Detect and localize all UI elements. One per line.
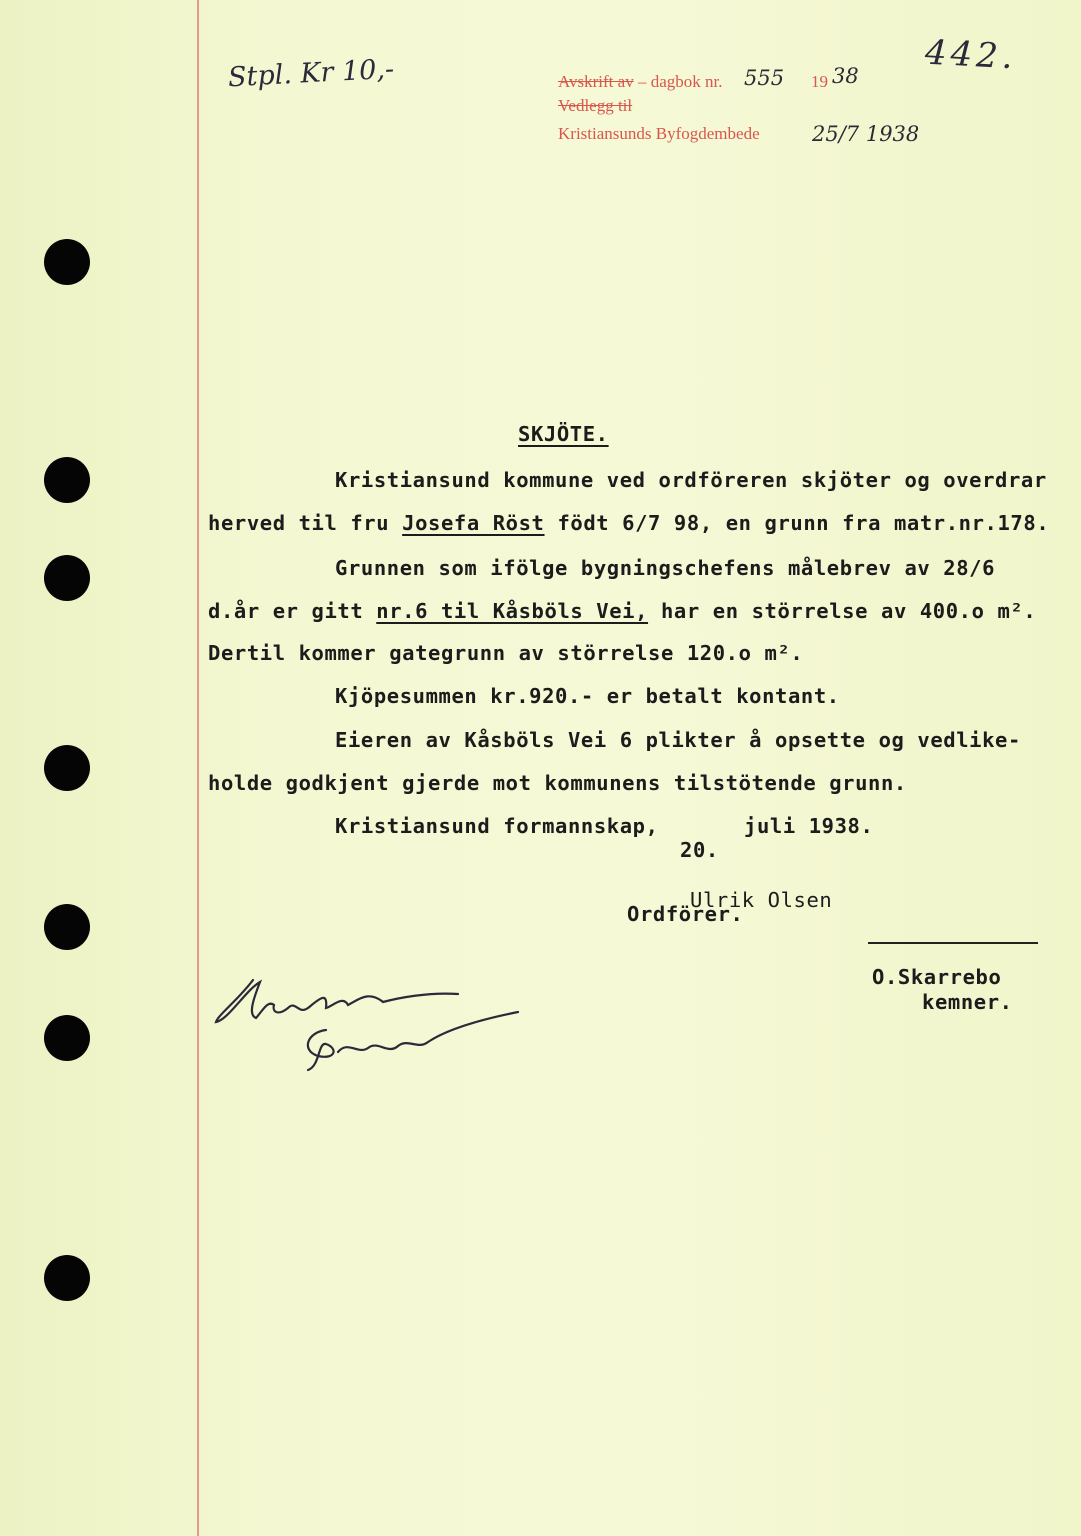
mayor-title: Ordförer. xyxy=(627,902,744,926)
grantee-name: Josefa Röst xyxy=(402,511,545,535)
stamp-year-prefix: 19 xyxy=(811,72,828,91)
document-title: SKJÖTE. xyxy=(518,422,609,446)
punch-hole xyxy=(44,904,90,950)
dagbok-number: 555 xyxy=(744,66,785,90)
handwritten-signature xyxy=(208,960,538,1090)
stamp-line-1 xyxy=(558,72,722,92)
body-line: Dertil kommer gategrunn av störrelse 120.o m². xyxy=(208,641,804,665)
body-line: Eieren av Kåsböls Vei 6 plikter å opsette og vedlike- xyxy=(335,728,1021,752)
signature-scrawl-icon xyxy=(208,960,538,1090)
place-line: Kristiansund formannskap, xyxy=(335,814,659,838)
stamp-dagbok-label: – dagbok nr. xyxy=(637,72,723,91)
body-line: Grunnen som ifölge bygningschefens målebrev av 28/6 xyxy=(335,556,996,580)
margin-rule xyxy=(197,0,199,1536)
folio-reference: Stpl. Kr 10,- xyxy=(227,53,395,94)
stamp-vedlegg: Vedlegg til xyxy=(558,96,633,115)
body-line: d.år er gitt nr.6 til Kåsböls Vei, har en störrelse av 400.o m². xyxy=(208,599,1037,623)
page-number: 442. xyxy=(924,32,1018,78)
punch-hole xyxy=(44,1015,90,1061)
day-of-month: 20. xyxy=(680,838,719,862)
punch-hole xyxy=(44,457,90,503)
stamp-year-suffix: 38 xyxy=(832,64,859,88)
mayor-name: Ulrik Olsen xyxy=(690,888,833,912)
month-year: juli 1938. xyxy=(744,814,874,838)
property-address: nr.6 til Kåsböls Vei, xyxy=(376,599,649,623)
body-line: Kjöpesummen kr.920.- er betalt kontant. xyxy=(335,684,840,708)
stamp-office: Kristiansunds Byfogdembede xyxy=(558,124,760,143)
stamp-line-2 xyxy=(558,96,632,116)
punch-hole xyxy=(44,1255,90,1301)
body-line: herved til fru Josefa Röst födt 6/7 98, en grunn fra matr.nr.178. xyxy=(208,511,1050,535)
punch-hole xyxy=(44,239,90,285)
stamp-avskrift: Avskrift av xyxy=(558,72,634,91)
punch-hole xyxy=(44,745,90,791)
body-line: holde godkjent gjerde mot kommunens tilstötende grunn. xyxy=(208,771,907,795)
stamp-date: 25/7 1938 xyxy=(812,122,920,146)
signature-rule xyxy=(868,942,1038,944)
punch-hole xyxy=(44,555,90,601)
cashier-title: kemner. xyxy=(922,990,1013,1014)
cashier-name: O.Skarrebo xyxy=(872,965,1002,989)
body-line: Kristiansund kommune ved ordföreren skjöter og overdrar xyxy=(335,468,1047,492)
